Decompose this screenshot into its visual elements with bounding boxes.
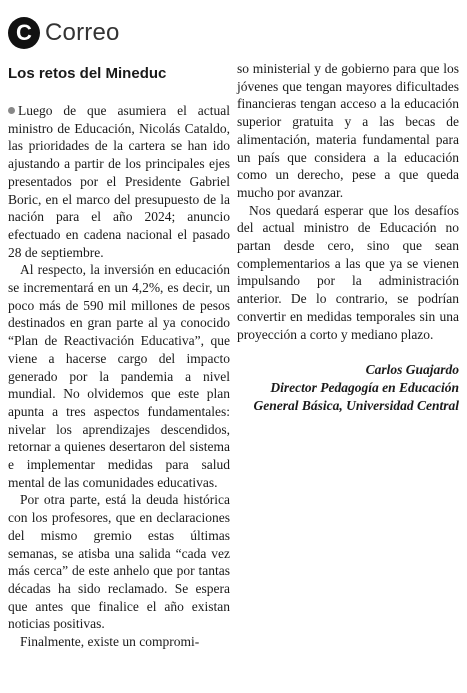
article-paragraph bbox=[8, 102, 230, 261]
article-paragraph: so ministerial y de gobierno para que los jóvenes que tengan mayores dificultades financieras tengan acceso a la educación superior gratuita y a las becas de alimentación, materia fundamental para un país que considera a la educación como un derecho, pese a que queda mucho por avanzar. bbox=[237, 61, 459, 200]
paragraph-text: Luego de que asumiera el actual ministro de Educación, Nicolás Cataldo, las prioridades de la cartera se han ido ajustando a partir de los principales ejes presentados por el Presidente Gabriel Boric, en el marco del presupuesto de la nación para el año 2024; anuncio efectuado en cadena nacional el pasado 28 de septiembre. bbox=[8, 103, 230, 260]
article-paragraph: Al respecto, la inversión en educación se incrementará en un 4,2%, es decir, un poco más de 590 mil millones de pesos destinados en gran parte al ya conocido “Plan de Reactivación Educativa”, que viene a hacerse cargo del impacto generado por la pandemia a nivel mundial. No olvidemos que este plan apunta a tres aspectos fundamentales: nivelar los aprendizajes descendidos, retornar a quienes desertaron del sistema e implementar medidas para salud mental de las comunidades educativas. bbox=[8, 262, 230, 490]
author-name: Carlos Guajardo bbox=[365, 362, 459, 378]
article-paragraph: Por otra parte, está la deuda histórica con los profesores, que en declaraciones del mismo gremio estas últimas semanas, se atisba una salida “cada vez más cerca” de este anhelo que por tantas décadas ha sido reclamado. Se espera que antes que finalice el año existan noticias positivas. bbox=[8, 492, 230, 632]
author-affiliation: General Básica, Universidad Central bbox=[253, 397, 459, 413]
section-title: Correo bbox=[45, 19, 120, 46]
author-title: Director Pedagogía en Educación bbox=[270, 379, 459, 395]
article-column-right bbox=[237, 60, 459, 414]
article-headline: Los retos del Mineduc bbox=[8, 65, 167, 82]
section-logo bbox=[8, 17, 40, 49]
article-paragraph: Nos quedará esperar que los desafíos del actual ministro de Educación no partan desde cero, sino que sean complementarios a las que ya se vienen impulsando por la administración anterior. De lo contrario, se podrían convertir en medidas temporales sin una proyección a corto y mediano plazo. bbox=[237, 202, 459, 342]
section-header bbox=[8, 16, 120, 50]
bullet-icon bbox=[8, 107, 15, 114]
logo-letter: C bbox=[16, 20, 32, 45]
article-paragraph: Finalmente, existe un compromi- bbox=[20, 634, 200, 650]
author-signature bbox=[237, 361, 459, 414]
article-column-left bbox=[8, 60, 230, 651]
